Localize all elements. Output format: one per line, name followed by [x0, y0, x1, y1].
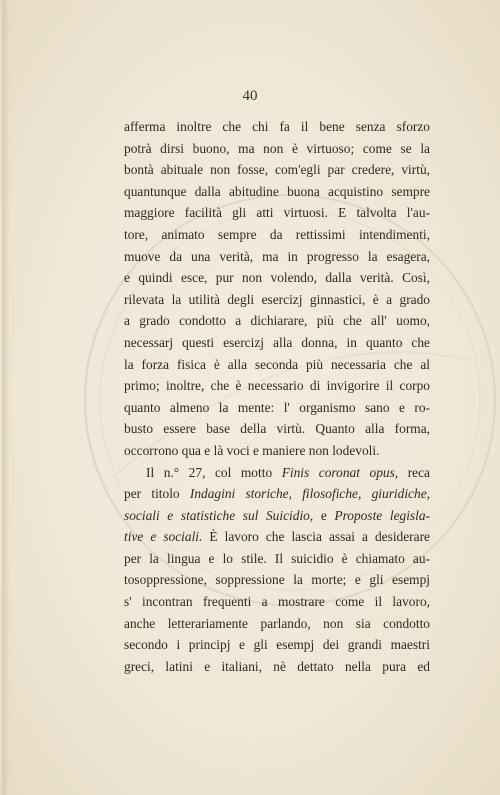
- text-line: primo; inoltre, che è necessario di invigorire il corpo: [124, 378, 430, 394]
- italic-title: Proposte legisla-: [334, 507, 431, 523]
- text-line: secondo i principj e gli esempj dei grandi maestri: [124, 637, 430, 653]
- text-line: muove da una verità, ma in progresso la esagera,: [124, 248, 430, 264]
- italic-title: sociali e statistiche sul Suicidio,: [124, 507, 314, 523]
- text-run: e: [313, 507, 335, 523]
- text-line: necessarj questi esercizj alla donna, in quanto che: [124, 334, 430, 350]
- text-line: s' incontran frequenti a mostrare come il lavoro,: [124, 594, 430, 610]
- text-line: occorrono qua e là voci e maniere non lodevoli.: [124, 442, 380, 458]
- text-line: rilevata la utilità degli esercizj ginnastici, è a grado: [124, 291, 430, 307]
- text-run: reca: [398, 464, 431, 480]
- text-line: bontà abituale non fosse, com'egli par credere, virtù,: [124, 162, 430, 178]
- italic-motto: Finis coronat opus,: [281, 464, 399, 480]
- text-line: quanto almeno la mente: l' organismo sano e ro-: [124, 399, 430, 415]
- text-run: Il n.° 27, col motto: [146, 464, 282, 480]
- text-line: tosoppressione, soppressione la morte; e gli esempj: [124, 572, 430, 588]
- text-line: busto essere base della virtù. Quanto alla forma,: [124, 421, 430, 437]
- italic-title: Indagini storiche, filosofiche, giuridiche,: [189, 486, 430, 502]
- italic-title: tive e sociali.: [124, 529, 203, 545]
- text-line: [124, 505, 430, 527]
- text-line: tore, animato sempre da rettissimi intendimenti,: [124, 226, 430, 242]
- text-line: a grado condotto a dichiarare, più che all' uomo,: [124, 313, 430, 329]
- text-line: maggiore facilità gli atti virtuosi. E talvolta l'au-: [124, 205, 430, 221]
- body-text: [124, 116, 430, 677]
- text-run: per titolo: [124, 486, 190, 502]
- text-line: e quindi esce, pur non volendo, dalla verità. Così,: [124, 270, 430, 286]
- text-run: È lavoro che lascia assai a desiderare: [202, 529, 430, 545]
- text-line: [124, 483, 430, 505]
- text-line: anche letterariamente parlando, non sia condotto: [124, 615, 430, 631]
- text-line: afferma inoltre che chi fa il bene senza sforzo: [124, 119, 430, 134]
- text-line: [124, 526, 430, 548]
- text-line: [124, 462, 430, 484]
- text-line: potrà dirsi buono, ma non è virtuoso; come se la: [124, 140, 430, 156]
- text-line: per la lingua e lo stile. Il suicidio è chiamato au-: [124, 550, 430, 566]
- text-line: la forza fisica è alla seconda più necessaria che al: [124, 356, 430, 372]
- text-line: quantunque dalla abitudine buona acquistino sempre: [124, 183, 430, 199]
- text-line: greci, latini e italiani, nè dettato nella pura ed: [124, 658, 430, 674]
- page-number: 40: [242, 88, 258, 104]
